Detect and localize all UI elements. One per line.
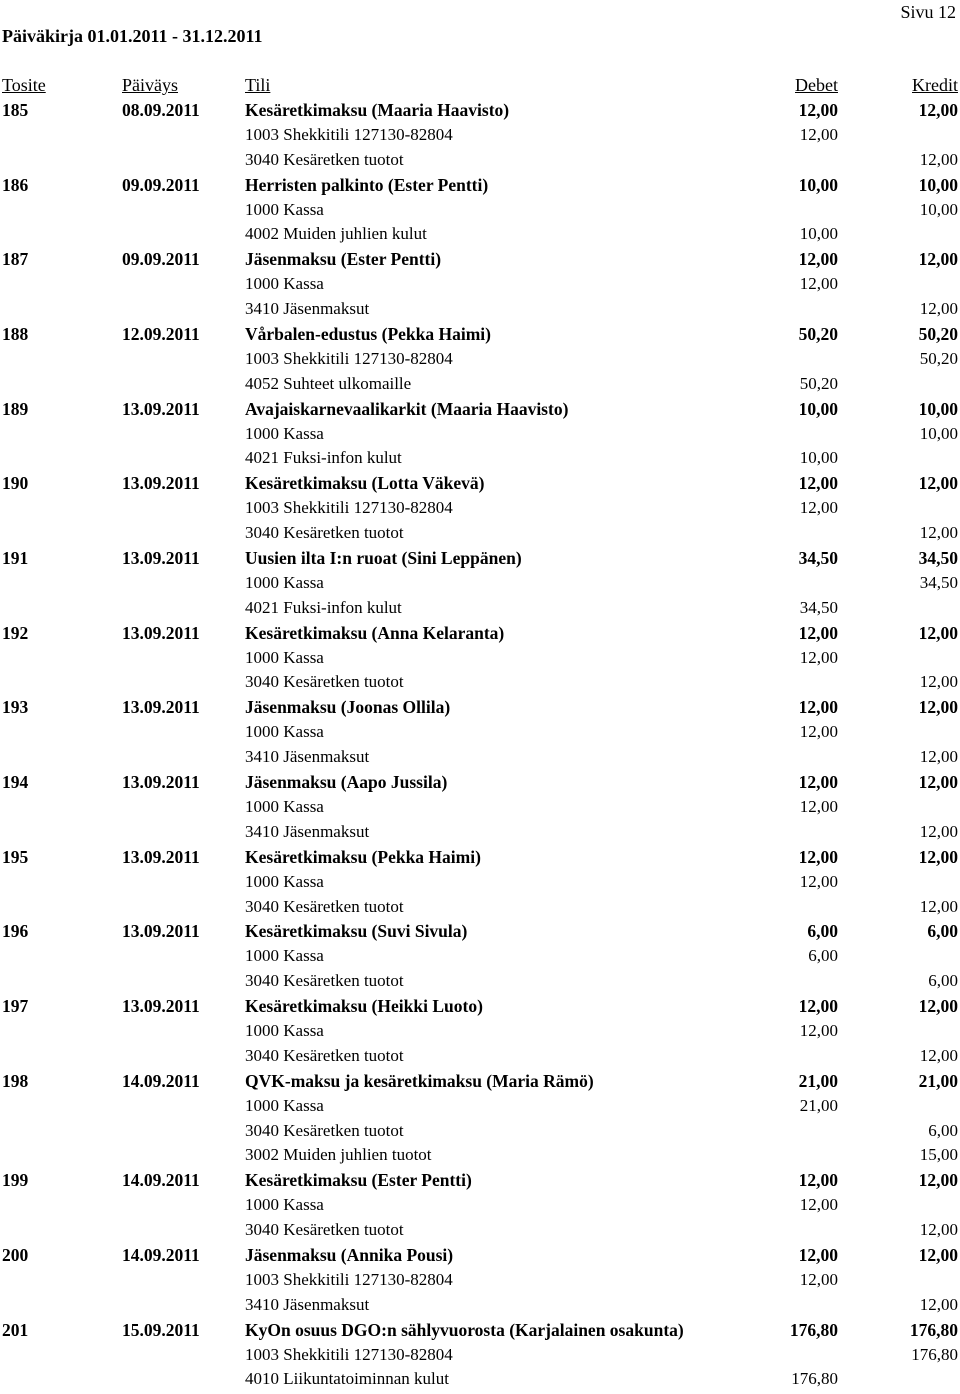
account-name: 1000 Kassa bbox=[245, 572, 324, 592]
entry-row bbox=[0, 546, 960, 571]
account-name: 4021 Fuksi-infon kulut bbox=[245, 597, 402, 617]
account-line bbox=[0, 198, 960, 223]
entry-description: Jäsenmaksu (Joonas Ollila) bbox=[245, 697, 451, 718]
column-account: Tili bbox=[245, 75, 271, 95]
account-name: 3410 Jäsenmaksut bbox=[245, 299, 370, 319]
entry-debit: 12,00 bbox=[798, 473, 838, 494]
line-credit: 6,00 bbox=[928, 1120, 958, 1140]
line-debit: 12,00 bbox=[799, 722, 838, 742]
column-credit: Kredit bbox=[912, 75, 958, 95]
entry-debit: 50,20 bbox=[798, 324, 838, 345]
entry-debit: 12,00 bbox=[798, 846, 838, 867]
account-name: 1000 Kassa bbox=[245, 1195, 324, 1215]
entry-date: 12.09.2011 bbox=[122, 324, 200, 345]
entry-row bbox=[0, 471, 960, 496]
line-credit: 15,00 bbox=[919, 1145, 958, 1165]
entry-debit: 12,00 bbox=[798, 622, 838, 643]
line-debit: 34,50 bbox=[799, 597, 838, 617]
voucher-number: 189 bbox=[2, 398, 29, 419]
line-debit: 12,00 bbox=[799, 871, 838, 891]
entry-date: 09.09.2011 bbox=[122, 249, 200, 270]
entry-debit: 12,00 bbox=[798, 772, 838, 793]
entry-row bbox=[0, 845, 960, 870]
account-name: 1000 Kassa bbox=[245, 199, 324, 219]
voucher-number: 197 bbox=[2, 996, 29, 1017]
entry-row bbox=[0, 397, 960, 422]
line-credit: 10,00 bbox=[919, 199, 958, 219]
entry-description: Avajaiskarnevaalikarkit (Maaria Haavisto) bbox=[245, 398, 569, 419]
voucher-number: 185 bbox=[2, 100, 29, 120]
entry-debit: 10,00 bbox=[798, 398, 838, 419]
line-debit: 12,00 bbox=[799, 498, 838, 518]
voucher-number: 200 bbox=[2, 1244, 29, 1265]
account-line bbox=[0, 347, 960, 372]
entry-credit: 12,00 bbox=[918, 697, 958, 718]
line-credit: 12,00 bbox=[919, 821, 958, 841]
entry-credit: 10,00 bbox=[918, 398, 958, 419]
account-line bbox=[0, 720, 960, 745]
account-line bbox=[0, 222, 960, 247]
entry-credit: 12,00 bbox=[918, 100, 958, 120]
entry-description: Jäsenmaksu (Aapo Jussila) bbox=[245, 772, 448, 793]
entry-row bbox=[0, 1069, 960, 1094]
account-name: 1000 Kassa bbox=[245, 871, 324, 891]
entry-description: Herristen palkinto (Ester Pentti) bbox=[245, 174, 489, 195]
line-debit: 12,00 bbox=[799, 1020, 838, 1040]
entry-row bbox=[0, 695, 960, 720]
voucher-number: 192 bbox=[2, 622, 29, 643]
account-line bbox=[0, 596, 960, 621]
entry-row bbox=[0, 1318, 960, 1343]
account-line bbox=[0, 646, 960, 671]
account-line bbox=[0, 496, 960, 521]
entry-row bbox=[0, 173, 960, 198]
line-credit: 12,00 bbox=[919, 747, 958, 767]
line-debit: 6,00 bbox=[808, 946, 838, 966]
entry-debit: 6,00 bbox=[807, 921, 838, 942]
account-name: 1000 Kassa bbox=[245, 1095, 324, 1115]
line-credit: 12,00 bbox=[919, 672, 958, 692]
column-debit: Debet bbox=[795, 75, 838, 95]
entry-date: 13.09.2011 bbox=[122, 548, 200, 569]
account-line bbox=[0, 1143, 960, 1168]
account-line bbox=[0, 820, 960, 845]
account-line bbox=[0, 895, 960, 920]
voucher-number: 193 bbox=[2, 697, 29, 718]
account-name: 3410 Jäsenmaksut bbox=[245, 821, 370, 841]
column-date: Päiväys bbox=[122, 75, 178, 95]
account-name: 3040 Kesäretken tuotot bbox=[245, 523, 404, 543]
voucher-number: 194 bbox=[2, 772, 29, 793]
entry-date: 13.09.2011 bbox=[122, 772, 200, 793]
line-credit: 12,00 bbox=[919, 523, 958, 543]
page-number: Sivu 12 bbox=[900, 2, 956, 22]
entry-credit: 12,00 bbox=[918, 1244, 958, 1265]
voucher-number: 201 bbox=[2, 1319, 29, 1340]
line-debit: 50,20 bbox=[799, 373, 838, 393]
voucher-number: 187 bbox=[2, 249, 29, 270]
account-name: 3040 Kesäretken tuotot bbox=[245, 672, 404, 692]
entry-credit: 176,80 bbox=[909, 1319, 958, 1340]
line-credit: 50,20 bbox=[919, 348, 958, 368]
account-line bbox=[0, 1019, 960, 1044]
account-line bbox=[0, 1268, 960, 1293]
entry-credit: 12,00 bbox=[918, 772, 958, 793]
line-credit: 12,00 bbox=[919, 1294, 958, 1314]
account-name: 3410 Jäsenmaksut bbox=[245, 1294, 370, 1314]
entry-date: 14.09.2011 bbox=[122, 1244, 200, 1265]
entry-debit: 34,50 bbox=[798, 548, 838, 569]
account-name: 4021 Fuksi-infon kulut bbox=[245, 448, 402, 468]
voucher-number: 188 bbox=[2, 324, 29, 345]
journal-entries bbox=[0, 98, 960, 1392]
entry-date: 13.09.2011 bbox=[122, 996, 200, 1017]
account-name: 1003 Shekkitili 127130-82804 bbox=[245, 498, 453, 518]
account-name: 1000 Kassa bbox=[245, 796, 324, 816]
account-line bbox=[0, 123, 960, 148]
entry-debit: 12,00 bbox=[798, 249, 838, 270]
entry-debit: 12,00 bbox=[798, 697, 838, 718]
entry-credit: 12,00 bbox=[918, 622, 958, 643]
line-debit: 10,00 bbox=[799, 448, 838, 468]
line-credit: 12,00 bbox=[919, 149, 958, 169]
account-line bbox=[0, 521, 960, 546]
account-name: 3040 Kesäretken tuotot bbox=[245, 1220, 404, 1240]
account-line bbox=[0, 1119, 960, 1144]
voucher-number: 186 bbox=[2, 174, 29, 195]
entry-credit: 12,00 bbox=[918, 473, 958, 494]
entry-debit: 12,00 bbox=[798, 1244, 838, 1265]
line-debit: 12,00 bbox=[799, 647, 838, 667]
account-name: 1000 Kassa bbox=[245, 647, 324, 667]
account-line bbox=[0, 1044, 960, 1069]
line-credit: 10,00 bbox=[919, 423, 958, 443]
entry-description: Kesäretkimaksu (Ester Pentti) bbox=[245, 1170, 472, 1191]
line-debit: 176,80 bbox=[791, 1369, 838, 1389]
line-debit: 12,00 bbox=[799, 1195, 838, 1215]
account-line bbox=[0, 969, 960, 994]
entry-date: 13.09.2011 bbox=[122, 846, 200, 867]
account-name: 3040 Kesäretken tuotot bbox=[245, 896, 404, 916]
account-name: 1000 Kassa bbox=[245, 1020, 324, 1040]
line-debit: 12,00 bbox=[799, 124, 838, 144]
entry-date: 13.09.2011 bbox=[122, 921, 200, 942]
account-line bbox=[0, 272, 960, 297]
line-debit: 21,00 bbox=[799, 1095, 838, 1115]
account-line bbox=[0, 1293, 960, 1318]
entry-debit: 12,00 bbox=[798, 1170, 838, 1191]
account-line bbox=[0, 297, 960, 322]
entry-date: 14.09.2011 bbox=[122, 1070, 200, 1091]
entry-credit: 34,50 bbox=[918, 548, 958, 569]
account-line bbox=[0, 745, 960, 770]
entry-description: Vårbalen-edustus (Pekka Haimi) bbox=[245, 324, 491, 345]
column-voucher: Tosite bbox=[2, 75, 46, 95]
entry-description: Uusien ilta I:n ruoat (Sini Leppänen) bbox=[245, 548, 522, 569]
account-name: 4052 Suhteet ulkomaille bbox=[245, 373, 412, 393]
account-line bbox=[0, 1367, 960, 1392]
line-debit: 12,00 bbox=[799, 796, 838, 816]
account-name: 1003 Shekkitili 127130-82804 bbox=[245, 1269, 453, 1289]
line-debit: 12,00 bbox=[799, 274, 838, 294]
entry-description: Kesäretkimaksu (Anna Kelaranta) bbox=[245, 622, 505, 643]
entry-date: 09.09.2011 bbox=[122, 174, 200, 195]
entry-row bbox=[0, 1243, 960, 1268]
account-line bbox=[0, 1343, 960, 1368]
entry-row bbox=[0, 247, 960, 272]
account-line bbox=[0, 870, 960, 895]
line-credit: 12,00 bbox=[919, 299, 958, 319]
line-credit: 176,80 bbox=[911, 1344, 958, 1364]
account-name: 3040 Kesäretken tuotot bbox=[245, 1120, 404, 1140]
voucher-number: 195 bbox=[2, 846, 29, 867]
account-name: 4002 Muiden juhlien kulut bbox=[245, 224, 427, 244]
entry-credit: 12,00 bbox=[918, 846, 958, 867]
entry-credit: 10,00 bbox=[918, 174, 958, 195]
account-name: 4010 Liikuntatoiminnan kulut bbox=[245, 1369, 449, 1389]
entry-description: Jäsenmaksu (Annika Pousi) bbox=[245, 1244, 454, 1265]
entry-row bbox=[0, 994, 960, 1019]
line-credit: 12,00 bbox=[919, 896, 958, 916]
entry-description: Kesäretkimaksu (Lotta Väkevä) bbox=[245, 473, 485, 494]
account-name: 3002 Muiden juhlien tuotot bbox=[245, 1145, 432, 1165]
account-line bbox=[0, 944, 960, 969]
journal-title: Päiväkirja 01.01.2011 - 31.12.2011 bbox=[2, 26, 263, 46]
account-name: 1003 Shekkitili 127130-82804 bbox=[245, 124, 453, 144]
account-line bbox=[0, 1094, 960, 1119]
voucher-number: 190 bbox=[2, 473, 29, 494]
account-line bbox=[0, 148, 960, 173]
entry-description: Kesäretkimaksu (Maaria Haavisto) bbox=[245, 100, 510, 120]
entry-row bbox=[0, 621, 960, 646]
entry-description: Jäsenmaksu (Ester Pentti) bbox=[245, 249, 442, 270]
account-name: 3040 Kesäretken tuotot bbox=[245, 149, 404, 169]
entry-date: 13.09.2011 bbox=[122, 473, 200, 494]
account-name: 1003 Shekkitili 127130-82804 bbox=[245, 348, 453, 368]
entry-date: 08.09.2011 bbox=[122, 100, 200, 120]
entry-debit: 10,00 bbox=[798, 174, 838, 195]
entry-row bbox=[0, 98, 960, 123]
entry-credit: 12,00 bbox=[918, 1170, 958, 1191]
account-line bbox=[0, 446, 960, 471]
entry-debit: 12,00 bbox=[798, 100, 838, 120]
account-name: 3410 Jäsenmaksut bbox=[245, 747, 370, 767]
account-line bbox=[0, 422, 960, 447]
voucher-number: 199 bbox=[2, 1170, 29, 1191]
entry-row bbox=[0, 1168, 960, 1193]
entry-description: Kesäretkimaksu (Heikki Luoto) bbox=[245, 996, 483, 1017]
entry-date: 13.09.2011 bbox=[122, 398, 200, 419]
line-credit: 12,00 bbox=[919, 1220, 958, 1240]
column-header bbox=[0, 75, 960, 97]
entry-row bbox=[0, 322, 960, 347]
entry-credit: 12,00 bbox=[918, 249, 958, 270]
account-name: 3040 Kesäretken tuotot bbox=[245, 971, 404, 991]
entry-date: 14.09.2011 bbox=[122, 1170, 200, 1191]
account-name: 1000 Kassa bbox=[245, 722, 324, 742]
account-line bbox=[0, 1193, 960, 1218]
entry-date: 13.09.2011 bbox=[122, 622, 200, 643]
account-line bbox=[0, 372, 960, 397]
account-line bbox=[0, 795, 960, 820]
entry-credit: 50,20 bbox=[918, 324, 958, 345]
line-credit: 34,50 bbox=[919, 572, 958, 592]
entry-description: Kesäretkimaksu (Suvi Sivula) bbox=[245, 921, 468, 942]
entry-description: QVK-maksu ja kesäretkimaksu (Maria Rämö) bbox=[245, 1070, 594, 1091]
account-name: 3040 Kesäretken tuotot bbox=[245, 1045, 404, 1065]
entry-credit: 6,00 bbox=[927, 921, 958, 942]
entry-row bbox=[0, 770, 960, 795]
entry-row bbox=[0, 919, 960, 944]
account-line bbox=[0, 670, 960, 695]
account-name: 1003 Shekkitili 127130-82804 bbox=[245, 1344, 453, 1364]
line-credit: 6,00 bbox=[928, 971, 958, 991]
line-credit: 12,00 bbox=[919, 1045, 958, 1065]
account-name: 1000 Kassa bbox=[245, 946, 324, 966]
entry-date: 15.09.2011 bbox=[122, 1319, 200, 1340]
account-line bbox=[0, 1218, 960, 1243]
voucher-number: 196 bbox=[2, 921, 29, 942]
entry-description: Kesäretkimaksu (Pekka Haimi) bbox=[245, 846, 481, 867]
entry-debit: 176,80 bbox=[789, 1319, 838, 1340]
voucher-number: 198 bbox=[2, 1070, 29, 1091]
line-debit: 12,00 bbox=[799, 1269, 838, 1289]
entry-description: KyOn osuus DGO:n sählyvuorosta (Karjalainen osakunta) bbox=[245, 1319, 684, 1340]
entry-debit: 12,00 bbox=[798, 996, 838, 1017]
voucher-number: 191 bbox=[2, 548, 29, 569]
account-name: 1000 Kassa bbox=[245, 423, 324, 443]
entry-credit: 12,00 bbox=[918, 996, 958, 1017]
entry-credit: 21,00 bbox=[918, 1070, 958, 1091]
account-name: 1000 Kassa bbox=[245, 274, 324, 294]
line-debit: 10,00 bbox=[799, 224, 838, 244]
account-line bbox=[0, 571, 960, 596]
entry-debit: 21,00 bbox=[798, 1070, 838, 1091]
entry-date: 13.09.2011 bbox=[122, 697, 200, 718]
